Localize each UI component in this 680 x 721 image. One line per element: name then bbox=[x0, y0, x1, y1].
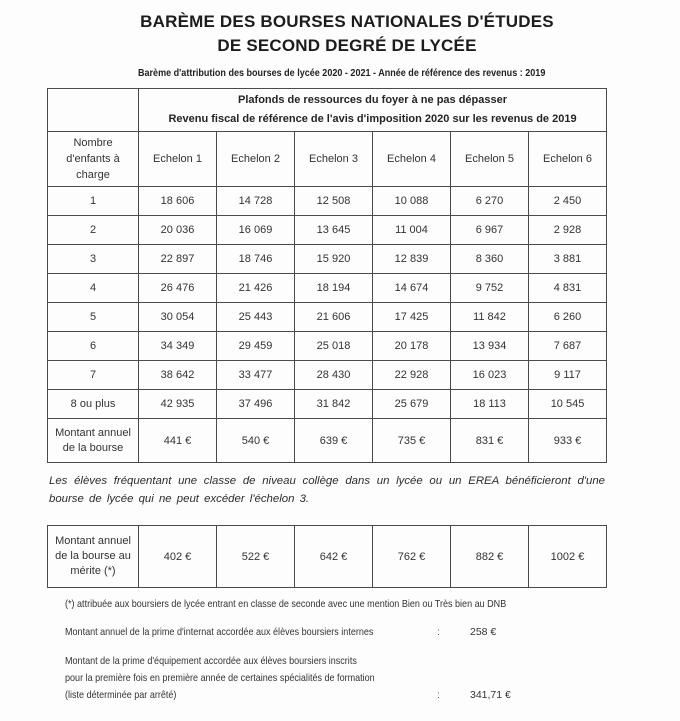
plafond-value-cell: 12 839 bbox=[373, 245, 451, 274]
page-title-line1: BARÈME DES BOURSES NATIONALES D'ÉTUDES bbox=[140, 12, 554, 31]
plafond-value-cell: 34 349 bbox=[139, 332, 217, 361]
echelon-column-header: Echelon 2 bbox=[217, 132, 295, 187]
plafond-value-cell: 4 831 bbox=[529, 274, 607, 303]
plafond-value-cell: 16 023 bbox=[451, 361, 529, 390]
table-row bbox=[48, 274, 607, 303]
plafond-value-cell: 3 881 bbox=[529, 245, 607, 274]
merite-value-cell: 522 € bbox=[217, 526, 295, 588]
plafond-value-cell: 21 426 bbox=[217, 274, 295, 303]
echelon-column-header: Echelon 6 bbox=[529, 132, 607, 187]
plafonds-header-cell bbox=[139, 89, 607, 132]
merite-value-cell: 1002 € bbox=[529, 526, 607, 588]
plafond-value-cell: 13 645 bbox=[295, 216, 373, 245]
plafond-value-cell: 11 842 bbox=[451, 303, 529, 332]
plafond-value-cell: 8 360 bbox=[451, 245, 529, 274]
montant-value-cell: 441 € bbox=[139, 419, 217, 463]
children-count-cell: 4 bbox=[48, 274, 139, 303]
plafond-value-cell: 18 606 bbox=[139, 187, 217, 216]
plafond-value-cell: 29 459 bbox=[217, 332, 295, 361]
montant-value-cell: 831 € bbox=[451, 419, 529, 463]
page-title-line2: DE SECOND DEGRÉ DE LYCÉE bbox=[217, 36, 477, 55]
empty-corner-cell bbox=[48, 89, 139, 132]
plafond-value-cell: 10 545 bbox=[529, 390, 607, 419]
plafond-value-cell: 13 934 bbox=[451, 332, 529, 361]
prime-internat-line bbox=[65, 626, 605, 638]
bareme-header-body bbox=[48, 89, 607, 187]
merite-label: Montant annuel de la bourse au mérite (*) bbox=[48, 526, 139, 588]
bourse-merite-table bbox=[47, 525, 607, 588]
merite-value-cell: 642 € bbox=[295, 526, 373, 588]
plafond-value-cell: 2 450 bbox=[529, 187, 607, 216]
plafond-value-cell: 20 036 bbox=[139, 216, 217, 245]
plafond-value-cell: 9 117 bbox=[529, 361, 607, 390]
plafond-value-cell: 28 430 bbox=[295, 361, 373, 390]
college-eligibility-note: Les élèves fréquentant une classe de niveau collège dans un lycée ou un EREA bénéficieront d'une bourse de lycée qui ne peut excéder l'échelon 3. bbox=[49, 475, 605, 505]
children-count-cell: 7 bbox=[48, 361, 139, 390]
plafond-value-cell: 22 928 bbox=[373, 361, 451, 390]
merite-value-cell: 402 € bbox=[139, 526, 217, 588]
merite-value-cell: 762 € bbox=[373, 526, 451, 588]
prime-equipement-line3: (liste déterminée par arrêté) bbox=[65, 689, 177, 701]
bareme-bourses-table bbox=[47, 88, 607, 463]
plafond-value-cell: 16 069 bbox=[217, 216, 295, 245]
echelon-column-header: Echelon 1 bbox=[139, 132, 217, 187]
plafond-value-cell: 15 920 bbox=[295, 245, 373, 274]
echelon-column-header: Echelon 5 bbox=[451, 132, 529, 187]
plafond-value-cell: 12 508 bbox=[295, 187, 373, 216]
column-header-row bbox=[48, 132, 607, 187]
plafond-value-cell: 14 728 bbox=[217, 187, 295, 216]
plafond-value-cell: 18 746 bbox=[217, 245, 295, 274]
prime-equipement-colon: : bbox=[437, 689, 440, 701]
plafond-value-cell: 26 476 bbox=[139, 274, 217, 303]
merite-body bbox=[48, 526, 607, 588]
plafonds-header-line2: Revenu fiscal de référence de l'avis d'imposition 2020 sur les revenus de 2019 bbox=[168, 113, 577, 125]
plafond-value-cell: 6 270 bbox=[451, 187, 529, 216]
table-row bbox=[48, 303, 607, 332]
plafond-value-cell: 30 054 bbox=[139, 303, 217, 332]
children-count-cell: 3 bbox=[48, 245, 139, 274]
prime-internat-label: Montant annuel de la prime d'internat accordée aux élèves boursiers internes bbox=[65, 626, 374, 638]
children-column-header: Nombre d'enfants à charge bbox=[48, 132, 139, 187]
merite-footnote-text: (*) attribuée aux boursiers de lycée entrant en classe de seconde avec une mention Bien ou Très bien au DNB bbox=[65, 598, 507, 610]
montant-annuel-row bbox=[48, 419, 607, 463]
merite-footnote bbox=[65, 598, 578, 610]
plafond-value-cell: 6 260 bbox=[529, 303, 607, 332]
plafond-value-cell: 9 752 bbox=[451, 274, 529, 303]
children-count-cell: 1 bbox=[48, 187, 139, 216]
plafond-value-cell: 38 642 bbox=[139, 361, 217, 390]
plafond-value-cell: 17 425 bbox=[373, 303, 451, 332]
plafond-value-cell: 18 113 bbox=[451, 390, 529, 419]
page-title bbox=[0, 10, 680, 58]
table-row bbox=[48, 187, 607, 216]
table-row bbox=[48, 361, 607, 390]
plafond-value-cell: 25 679 bbox=[373, 390, 451, 419]
plafond-value-cell: 21 606 bbox=[295, 303, 373, 332]
echelon-column-header: Echelon 4 bbox=[373, 132, 451, 187]
children-count-cell: 8 ou plus bbox=[48, 390, 139, 419]
prime-internat-colon: : bbox=[437, 626, 440, 638]
plafond-value-cell: 11 004 bbox=[373, 216, 451, 245]
table-row bbox=[48, 332, 607, 361]
plafond-value-cell: 20 178 bbox=[373, 332, 451, 361]
plafond-value-cell: 18 194 bbox=[295, 274, 373, 303]
table-row bbox=[48, 245, 607, 274]
plafond-value-cell: 42 935 bbox=[139, 390, 217, 419]
prime-internat-value: 258 € bbox=[470, 626, 497, 638]
montant-value-cell: 933 € bbox=[529, 419, 607, 463]
plafond-value-cell: 7 687 bbox=[529, 332, 607, 361]
plafond-value-cell: 25 443 bbox=[217, 303, 295, 332]
montant-annuel-label: Montant annuel de la bourse bbox=[48, 419, 139, 463]
merite-row bbox=[48, 526, 607, 588]
prime-equipement-line1: Montant de la prime d'équipement accordée aux élèves boursiers inscrits bbox=[65, 655, 357, 667]
plafond-value-cell: 2 928 bbox=[529, 216, 607, 245]
prime-equipement-block bbox=[65, 653, 605, 704]
table-row bbox=[48, 216, 607, 245]
plafond-value-cell: 37 496 bbox=[217, 390, 295, 419]
plafond-value-cell: 14 674 bbox=[373, 274, 451, 303]
echelon-column-header: Echelon 3 bbox=[295, 132, 373, 187]
plafond-value-cell: 6 967 bbox=[451, 216, 529, 245]
children-count-cell: 5 bbox=[48, 303, 139, 332]
children-count-cell: 2 bbox=[48, 216, 139, 245]
plafond-value-cell: 10 088 bbox=[373, 187, 451, 216]
merite-value-cell: 882 € bbox=[451, 526, 529, 588]
plafond-value-cell: 33 477 bbox=[217, 361, 295, 390]
prime-equipement-value: 341,71 € bbox=[470, 689, 511, 701]
plafond-value-cell: 22 897 bbox=[139, 245, 217, 274]
montant-value-cell: 735 € bbox=[373, 419, 451, 463]
prime-equipement-line2: pour la première fois en première année de certaines spécialités de formation bbox=[65, 672, 375, 684]
montant-value-cell: 639 € bbox=[295, 419, 373, 463]
document-subtitle: Barème d'attribution des bourses de lycée 2020 - 2021 - Année de référence des revenus : 2019 bbox=[138, 67, 546, 79]
children-count-cell: 6 bbox=[48, 332, 139, 361]
plafond-value-cell: 25 018 bbox=[295, 332, 373, 361]
bareme-data-body bbox=[48, 187, 607, 419]
plafond-value-cell: 31 842 bbox=[295, 390, 373, 419]
montant-value-cell: 540 € bbox=[217, 419, 295, 463]
table-row bbox=[48, 390, 607, 419]
plafonds-header-line1: Plafonds de ressources du foyer à ne pas dépasser bbox=[238, 94, 508, 106]
bareme-montant-body bbox=[48, 419, 607, 463]
plafonds-header-row bbox=[48, 89, 607, 132]
